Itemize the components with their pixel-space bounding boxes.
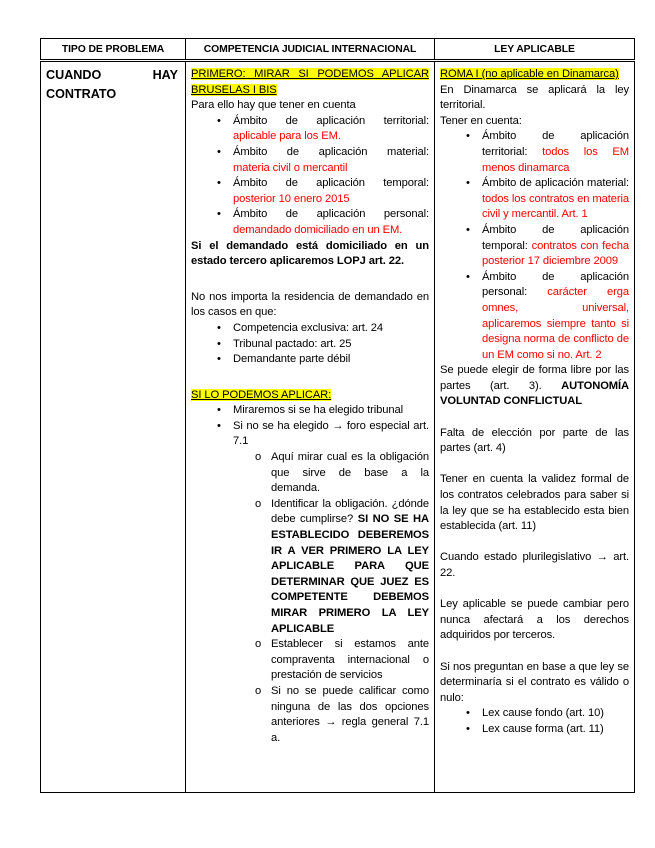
plurilegislative: Cuando estado plurilegislativo → art. 22. [440, 551, 629, 579]
scope-item-material [482, 176, 629, 223]
scope-value: materia civil o mercantil [233, 161, 348, 174]
scope-label: • Ámbito de aplicación material: [233, 145, 429, 158]
scope-item-territorial [233, 114, 429, 145]
substeps-list [233, 450, 429, 746]
scope-value: carácter erga omnes, universal, aplicaremos siempre tanto si designa norma de conflicto de un EM como si no. Art. 2 [482, 286, 629, 361]
scope-value: todos los contratos en materia civil y mercantil. Art. 1 [482, 192, 629, 221]
scope-label: Ámbito de aplicación temporal: [482, 223, 629, 252]
change-of-law: Ley aplicable se puede cambiar pero nunca afectará a los derechos adquiridos por terceros. [440, 598, 629, 642]
scope-item-personal [233, 207, 429, 238]
list-item [233, 419, 429, 746]
spacer [440, 457, 629, 473]
residence-exceptions-list [191, 321, 429, 368]
scope-label: • Ámbito de aplicación temporal: [233, 177, 429, 190]
applicable-law-intro: Tener en cuenta: [440, 114, 522, 127]
validity-laws-list [440, 706, 629, 737]
header-problem-type: TIPO DE PROBLEMA [41, 39, 186, 61]
scope-value: todos los EM menos dinamarca [482, 145, 629, 174]
applicable-heading: SI LO PODEMOS APLICAR: [191, 388, 332, 401]
list-item: • Tribunal pactado: art. 25 [233, 337, 429, 353]
list-item: o Aquí mirar cual es la obligación que sirve de base a la demanda. [271, 450, 429, 497]
jurisdiction-cell [186, 61, 435, 793]
scope-item-personal [482, 270, 629, 364]
applicable-law-scope-list [440, 129, 629, 363]
scope-value: posterior 10 enero 2015 [233, 192, 350, 205]
spacer [191, 270, 429, 290]
choice-text: Se puede elegir de forma libre por las partes (art. 3). [440, 364, 629, 392]
residence-intro: No nos importa la residencia de demandado en los casos en que: [191, 290, 429, 319]
scope-item-territorial [482, 129, 629, 176]
jurisdiction-scope-list [191, 114, 429, 239]
scope-value: demandado domiciliado en un EM. [233, 223, 403, 236]
jurisdiction-intro: Para ello hay que tener en cuenta [191, 99, 356, 112]
spacer [191, 368, 429, 388]
header-row [41, 39, 635, 61]
scope-value: contratos con fecha posterior 17 diciembre 2009 [482, 239, 629, 268]
header-jurisdiction: COMPETENCIA JUDICIAL INTERNACIONAL [186, 39, 435, 61]
third-state-rule: Si el demandado está domiciliado en un estado tercero aplicaremos LOPJ art. 22. [191, 239, 429, 268]
jurisdiction-heading: PRIMERO: MIRAR SI PODEMOS APLICAR BRUSELAS I BIS [191, 68, 429, 96]
list-item: • Competencia exclusiva: art. 24 [233, 321, 429, 337]
applicable-law-cell [435, 61, 635, 793]
scope-label: Ámbito de aplicación territorial: [482, 130, 629, 158]
spacer [440, 410, 629, 426]
list-item: o Si no se puede calificar como ninguna de las dos opciones anteriores → regla general 7.1 a. [271, 684, 429, 746]
step-text: Si no se ha elegido → foro especial art. 7.1 [233, 419, 429, 448]
denmark-note: En Dinamarca se aplicará la ley territorial. [440, 83, 629, 112]
problem-type-cell [41, 61, 186, 793]
list-item: • Miraremos si se ha elegido tribunal [233, 403, 429, 419]
applicable-heading-line [191, 388, 429, 404]
list-item: • Demandante parte débil [233, 352, 429, 368]
formal-validity: Tener en cuenta la validez formal de los contratos celebrados para saber si la ley que se ha establecido esta bien establecida (art. 11) [440, 473, 629, 533]
scope-item-temporal [482, 223, 629, 270]
substep-text: Identificar la obligación. ¿dónde debe cumplirse? [271, 497, 429, 526]
list-item: o Establecer si estamos ante compraventa internacional o prestación de servicios [271, 637, 429, 684]
contract-row [41, 61, 635, 793]
list-item [271, 497, 429, 637]
scope-label: • Ámbito de aplicación territorial: [233, 114, 429, 127]
list-item: • Lex cause forma (art. 11) [482, 722, 629, 738]
scope-label: Ámbito de aplicación personal: [482, 270, 629, 299]
choice-emphasis: AUTONOMÍA VOLUNTAD CONFLICTUAL [440, 379, 630, 408]
scope-item-temporal [233, 176, 429, 207]
steps-list [191, 403, 429, 746]
choice-of-law [440, 363, 629, 410]
applicable-law-heading-line [440, 67, 629, 83]
applicable-law-heading: ROMA I (no aplicable en Dinamarca) [440, 68, 619, 80]
validity-question: Si nos preguntan en base a que ley se determinaría si el contrato es válido o nulo: [440, 660, 629, 704]
spacer [440, 535, 629, 551]
spacer [440, 644, 629, 660]
no-choice: Falta de elección por parte de las partes (art. 4) [440, 426, 629, 455]
spacer [440, 582, 629, 598]
scope-value: aplicable para los EM. [233, 130, 341, 143]
scope-label: Ámbito de aplicación material: [482, 177, 629, 190]
list-item: • Lex cause fondo (art. 10) [482, 706, 629, 722]
scope-item-material [233, 145, 429, 176]
substep-emphasis: SI NO SE HA ESTABLECIDO DEBEREMOS IR A VER PRIMERO LA LEY APLICABLE PARA QUE DETERMINAR QUE JUEZ ES COMPETENTE DEBEMOS MIRAR PRIMERO LA LEY APLICABLE [271, 513, 429, 635]
header-applicable-law: LEY APLICABLE [435, 39, 635, 61]
notes-table [40, 38, 635, 793]
jurisdiction-heading-line [191, 67, 429, 98]
problem-type: CUANDO HAY CONTRATO [46, 68, 178, 101]
scope-label: • Ámbito de aplicación personal: [233, 208, 429, 221]
